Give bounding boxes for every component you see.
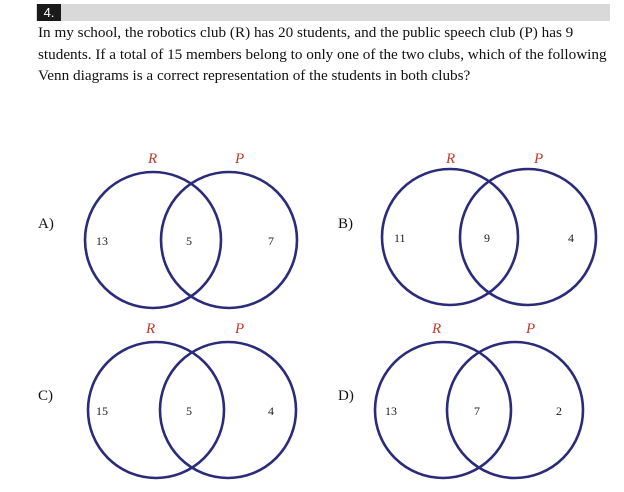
set-label-p: P	[235, 321, 245, 337]
region-both: 5	[186, 234, 192, 248]
set-label-r: R	[148, 151, 158, 167]
set-label-p: P	[235, 151, 245, 167]
region-p-only: 4	[568, 231, 574, 245]
question-text: In my school, the robotics club (R) has 20 students, and the public speech club (P) has 9 students. If a total of 15 members belong to only one of the two clubs, which of the following Venn diagrams is a correct representation of the students in both clubs?	[38, 24, 607, 84]
set-label-p: P	[534, 151, 544, 167]
circle-p	[460, 169, 596, 305]
question-number: 4.	[37, 4, 61, 21]
region-r-only: 11	[394, 231, 406, 245]
option-a[interactable]	[38, 148, 308, 318]
circle-p	[447, 342, 583, 478]
set-label-r: R	[446, 151, 456, 167]
circle-p	[161, 172, 297, 308]
venn-diagram	[38, 148, 308, 318]
option-label: A)	[38, 216, 54, 232]
region-r-only: 15	[96, 404, 108, 418]
region-r-only: 13	[385, 404, 397, 418]
circle-r	[88, 342, 224, 478]
circle-p	[160, 342, 296, 478]
option-d[interactable]	[338, 318, 608, 488]
venn-diagram	[338, 318, 608, 488]
region-p-only: 2	[556, 404, 562, 418]
region-r-only: 13	[96, 234, 108, 248]
set-label-p: P	[526, 321, 536, 337]
region-both: 5	[186, 404, 192, 418]
option-c[interactable]	[38, 318, 308, 488]
option-label: B)	[338, 216, 353, 232]
option-label: C)	[38, 388, 53, 404]
set-label-r: R	[432, 321, 442, 337]
question-header-bar	[36, 4, 610, 21]
venn-diagram	[338, 148, 608, 318]
option-b[interactable]	[338, 148, 608, 318]
region-p-only: 4	[268, 404, 274, 418]
venn-diagram	[38, 318, 308, 488]
option-label: D)	[338, 388, 354, 404]
region-p-only: 7	[268, 234, 274, 248]
region-both: 9	[484, 231, 490, 245]
region-both: 7	[474, 404, 480, 418]
set-label-r: R	[146, 321, 156, 337]
